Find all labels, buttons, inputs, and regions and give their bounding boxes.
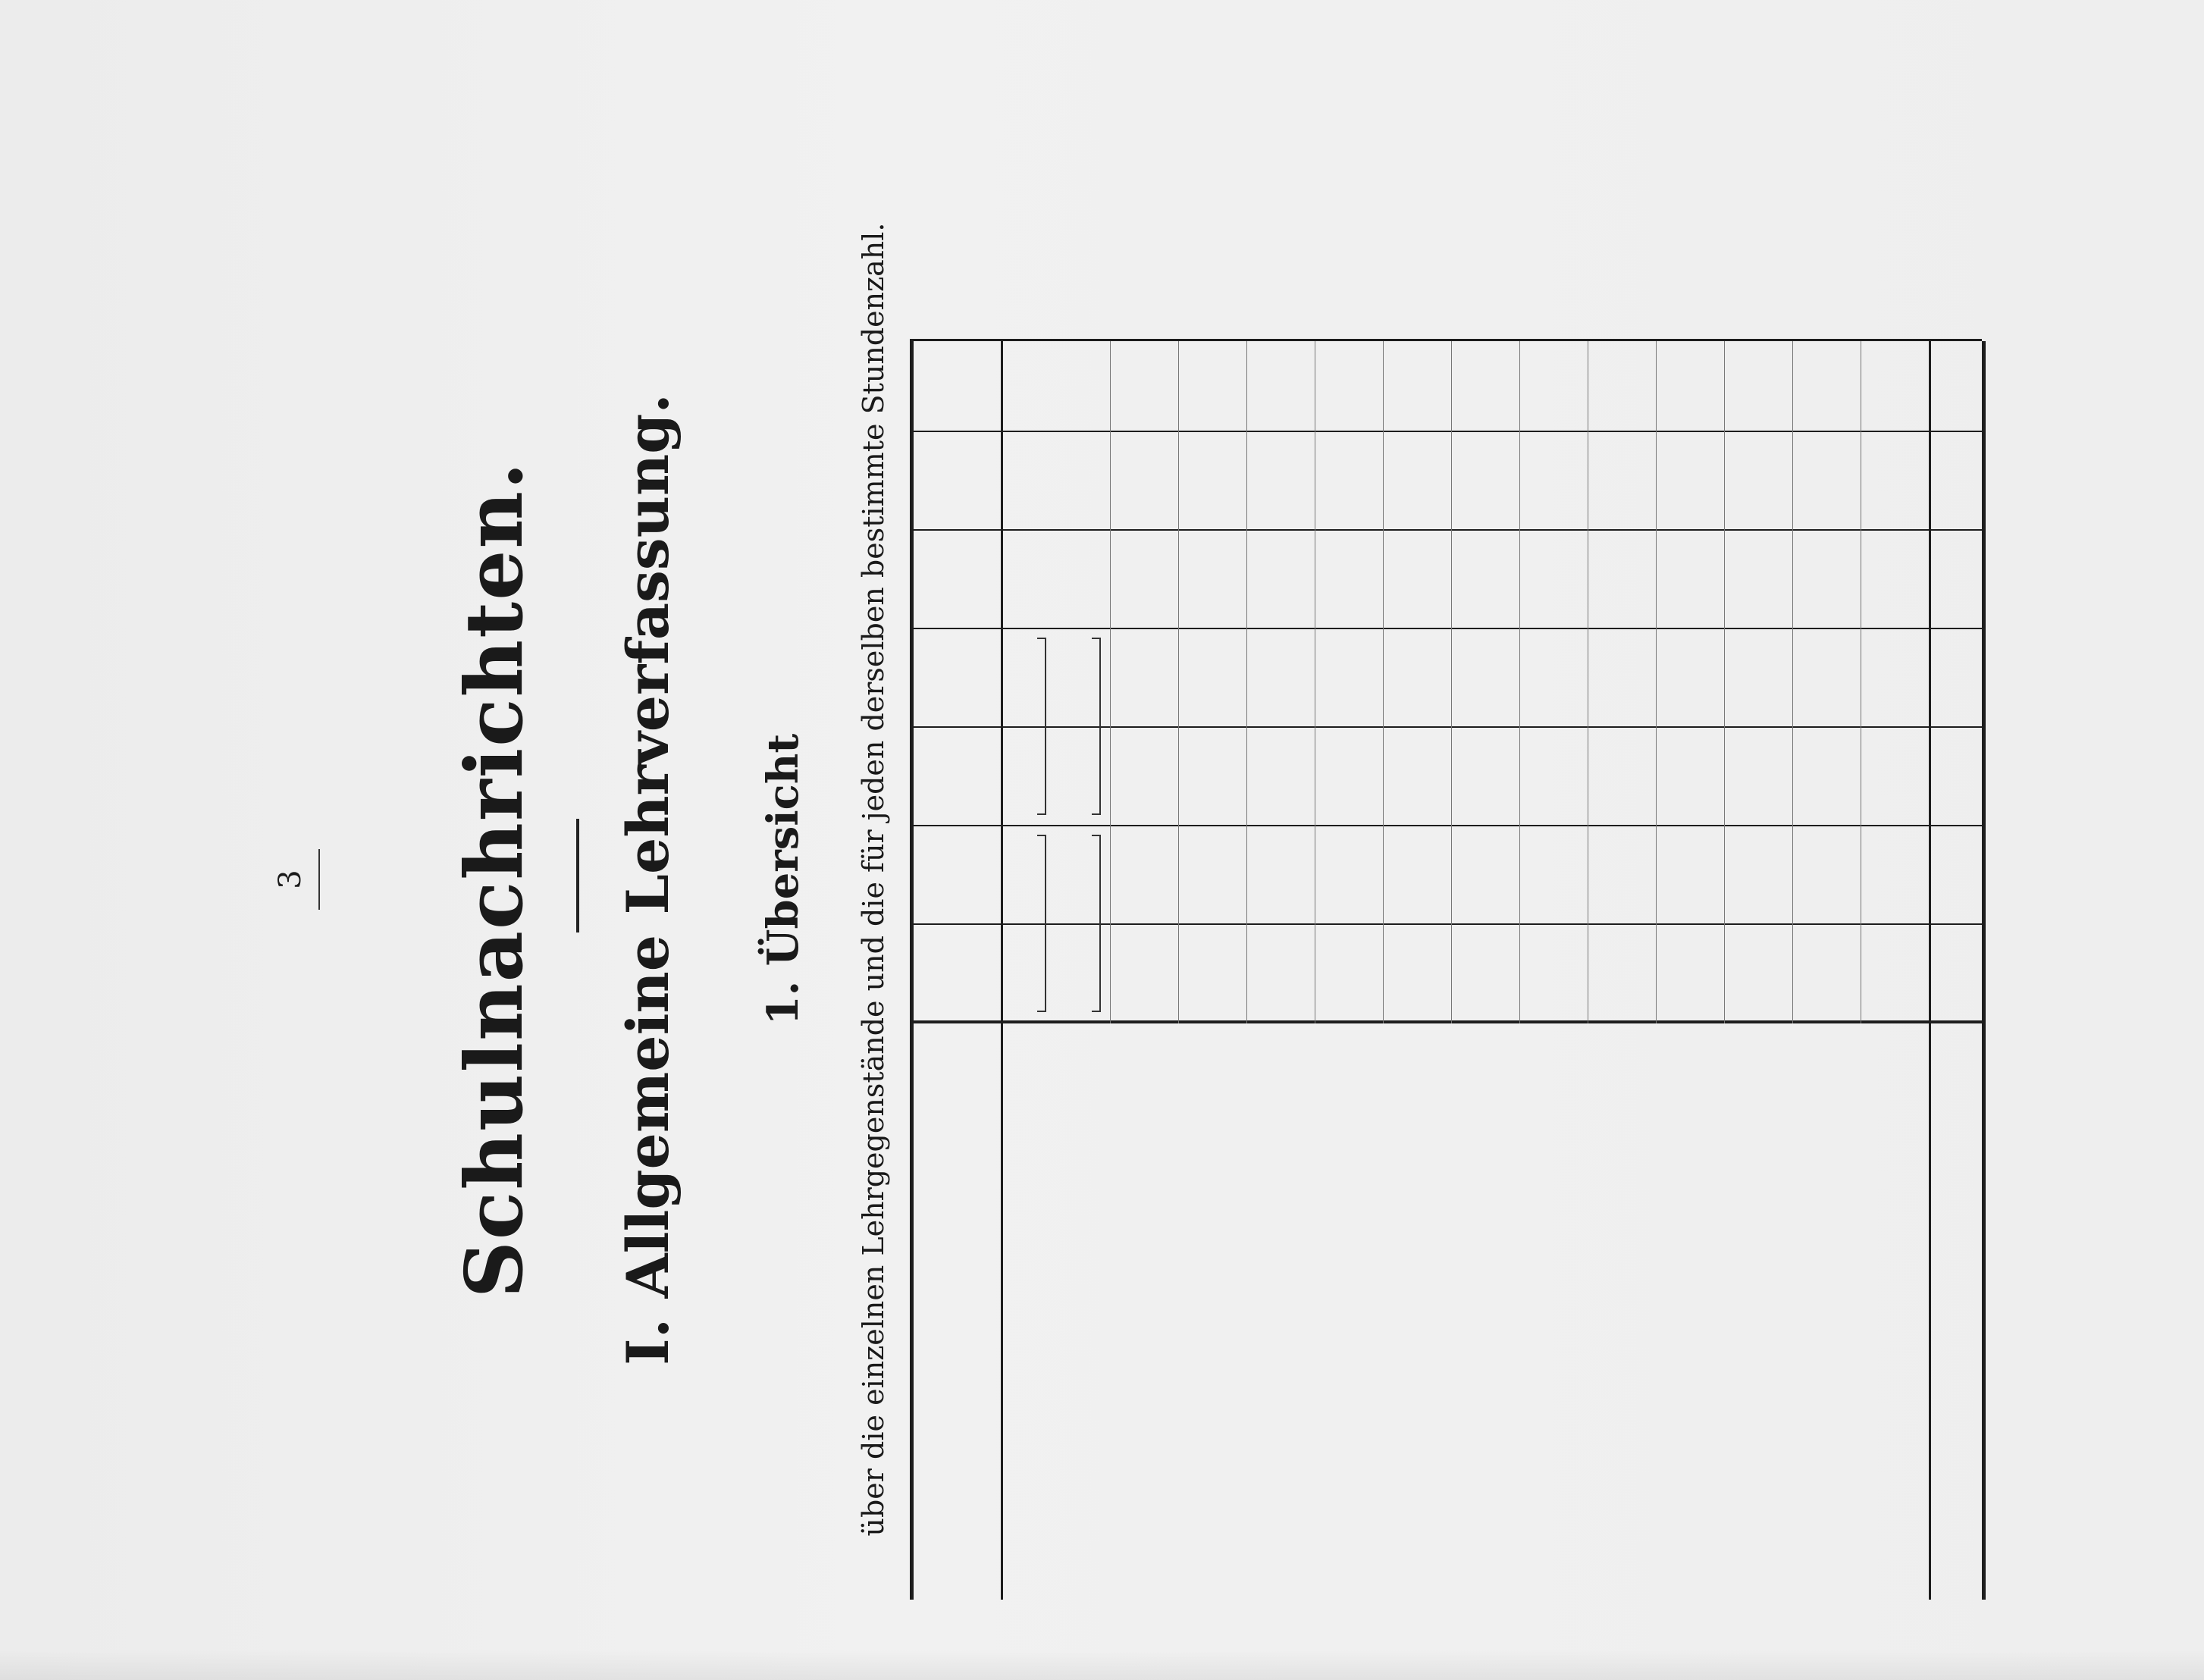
table-cell [1656,341,1724,432]
row-rule [1451,341,1452,1023]
table-cell [1001,432,1055,531]
table-cell [1110,432,1178,531]
table-cell [1055,531,1110,629]
combined-classes-brace [1037,638,1046,815]
table-cell [1246,826,1315,925]
table-cell [1315,728,1383,826]
sum-cell [1929,925,1982,1023]
rotated-document-page [91,159,2138,1600]
column-header [917,925,993,1023]
table-cell [1001,925,1055,1023]
sum-label [1929,1023,1982,1175]
table-cell [1656,826,1724,925]
sum-cell [1929,531,1982,629]
column-header [917,1023,993,1600]
table-cell [1178,925,1246,1023]
row-rule [1178,341,1179,1023]
table-cell [1792,341,1861,432]
lesson-hours-table [910,159,1592,1600]
sum-cell [1929,728,1982,826]
table-cell [1001,826,1055,925]
table-cell [1383,629,1451,728]
table-cell [1656,432,1724,531]
table-cell [1724,826,1792,925]
table-cell [1519,432,1588,531]
sum-cell [1929,341,1982,432]
table-cell [1861,629,1929,728]
table-cell [1451,531,1519,629]
section-title: I. Allgemeine Lehrverfassung. [614,393,682,1365]
sub-title: 1. Übersicht [758,733,808,1026]
table-cell [1315,925,1383,1023]
row-rule [1246,341,1247,1023]
sum-cell [1929,629,1982,728]
subject-label [1519,1039,1588,1584]
table-cell [1861,531,1929,629]
table-cell [1110,728,1178,826]
table-cell [1519,341,1588,432]
table-cell [1246,728,1315,826]
table-cell [1519,925,1588,1023]
sum-cell [1929,432,1982,531]
table-cell [1055,341,1110,432]
table-cell [1110,531,1178,629]
table-cell [1001,629,1055,728]
table-cell [1001,341,1055,432]
table-cell [1383,531,1451,629]
table-cell [1383,341,1451,432]
table-caption: über die einzelnen Lehrgegenstände und die für jeden derselben bestimmte Stundenzahl. [857,222,890,1537]
subject-label [1178,1039,1246,1584]
table-cell [1588,826,1656,925]
table-cell [1246,432,1315,531]
table-cell [1315,341,1383,432]
table-cell [1178,432,1246,531]
table-cell [1178,531,1246,629]
table-cell [1246,629,1315,728]
table-cell [1110,341,1178,432]
table-cell [1110,629,1178,728]
subject-label [1588,1039,1656,1584]
row-rule [1519,341,1520,1023]
table-cell [1792,925,1861,1023]
row-rule [1383,341,1384,1023]
table-cell [1383,728,1451,826]
table-cell [1315,826,1383,925]
table-cell [1055,432,1110,531]
table-bottom-rule [1982,341,1986,1600]
table-cell [1588,432,1656,531]
table-cell [1588,341,1656,432]
table-cell [1588,925,1656,1023]
table-cell [1246,925,1315,1023]
table-cell [1001,531,1055,629]
table-cell [1861,925,1929,1023]
table-cell [1724,925,1792,1023]
subject-label [1451,1039,1519,1584]
table-cell [1519,728,1588,826]
table-cell [1724,728,1792,826]
column-header [917,341,993,432]
subject-label [1001,1039,1055,1584]
table-cell [1519,629,1588,728]
page-number-rule [318,849,320,910]
title-divider [576,819,579,932]
table-cell [1178,826,1246,925]
table-cell [1656,925,1724,1023]
table-cell [1451,432,1519,531]
subject-label [1055,986,1110,1584]
table-cell [1588,728,1656,826]
table-cell [1055,826,1110,925]
subject-label [1315,1039,1383,1584]
row-rule [1792,341,1793,1023]
table-cell [1519,826,1588,925]
table-cell [1246,531,1315,629]
table-cell [1315,531,1383,629]
table-cell [1383,432,1451,531]
table-cell [1315,432,1383,531]
table-cell [1792,432,1861,531]
subject-label [1861,1039,1929,1584]
table-cell [1519,531,1588,629]
sum-cell [1929,826,1982,925]
table-cell [1451,341,1519,432]
table-cell [1055,728,1110,826]
table-cell [1656,728,1724,826]
combined-classes-brace [1092,835,1101,1012]
table-cell [1861,826,1929,925]
table-cell [1792,728,1861,826]
table-cell [1055,925,1110,1023]
table-cell [1861,432,1929,531]
column-header [917,531,993,629]
table-cell [1451,629,1519,728]
table-cell [1315,629,1383,728]
column-header [917,728,993,826]
subject-label [1383,1039,1451,1584]
table-cell [1588,531,1656,629]
table-cell [1178,341,1246,432]
table-cell [1451,728,1519,826]
table-cell [1792,531,1861,629]
table-cell [1110,925,1178,1023]
table-cell [1055,629,1110,728]
subject-label [1656,1039,1724,1584]
column-header [917,432,993,531]
table-cell [1656,531,1724,629]
table-cell [1383,826,1451,925]
table-cell [1451,925,1519,1023]
row-rule [1110,341,1111,1023]
row-rule [1724,341,1725,1023]
table-cell [1110,826,1178,925]
table-cell [1792,826,1861,925]
page-number: 3 [273,870,308,889]
table-cell [1178,629,1246,728]
table-cell [1724,341,1792,432]
combined-classes-brace [1037,835,1046,1012]
subject-label [1724,1039,1792,1584]
combined-classes-brace [1092,638,1101,815]
table-cell [1724,531,1792,629]
table-cell [1724,432,1792,531]
table-cell [1246,341,1315,432]
table-cell [1792,629,1861,728]
row-rule [1656,341,1657,1023]
table-cell [1001,728,1055,826]
table-cell [1178,728,1246,826]
table-cell [1724,629,1792,728]
main-title: Schulnachrichten. [447,460,541,1299]
subject-label [1110,1039,1178,1584]
subject-label [1792,1039,1861,1584]
subject-label [1246,1039,1315,1584]
column-header [917,826,993,925]
table-cell [1588,629,1656,728]
table-cell [1383,925,1451,1023]
table-cell [1861,341,1929,432]
table-cell [1656,629,1724,728]
table-cell [1861,728,1929,826]
table-cell [1451,826,1519,925]
column-header [917,629,993,728]
